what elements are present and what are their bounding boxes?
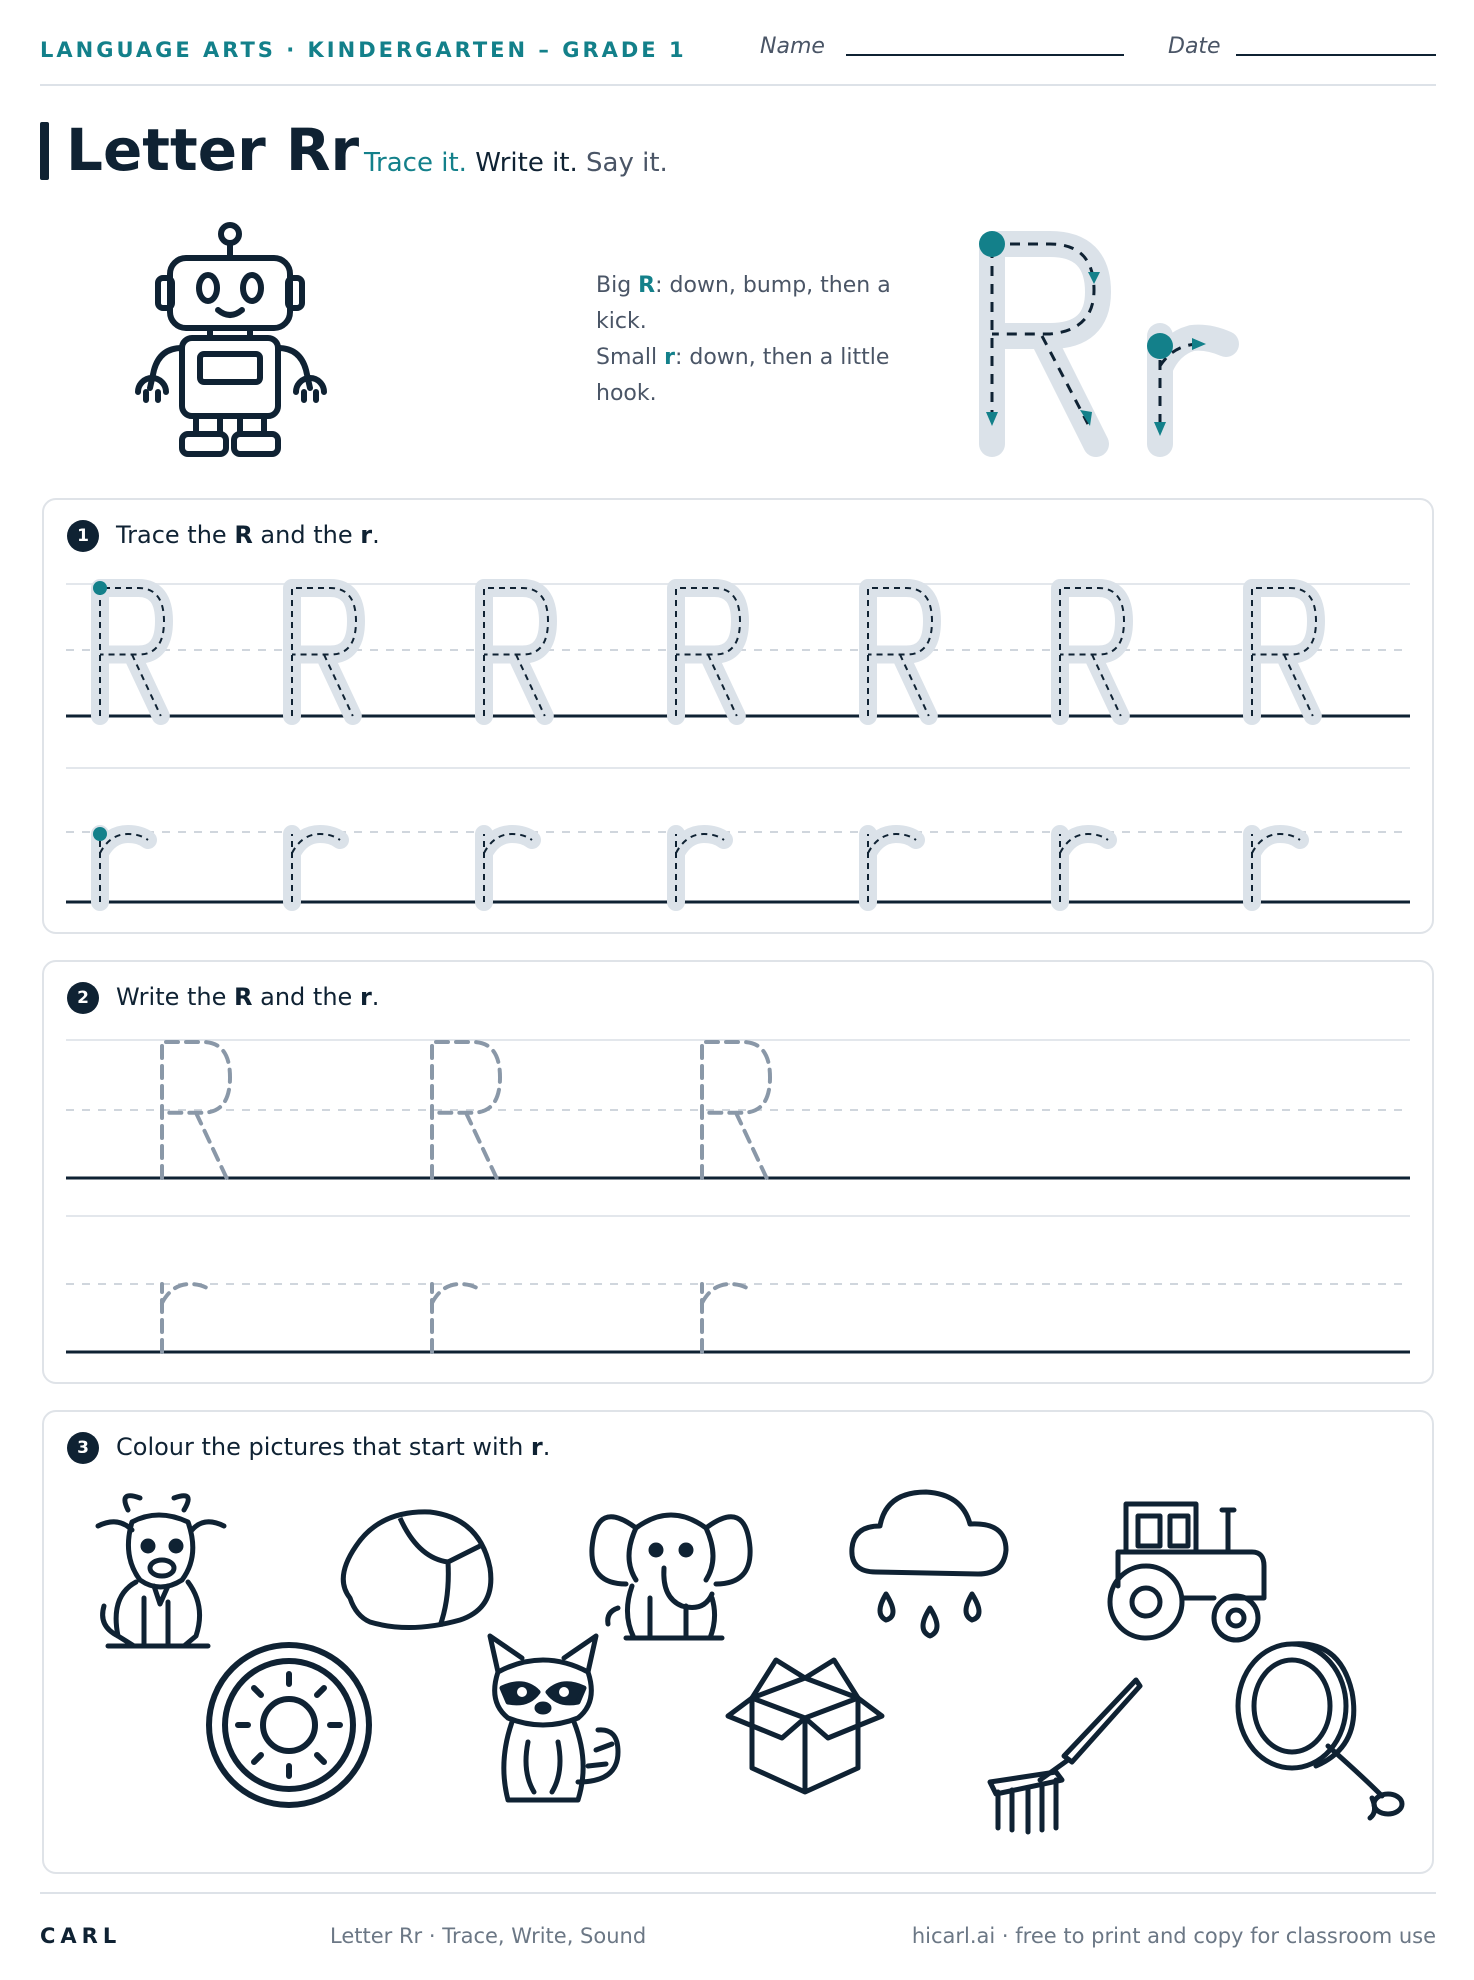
donut-icon[interactable] [204,1640,374,1810]
instruction-small-letter: r [664,345,675,370]
tagline [364,148,668,178]
step-2-post: . [371,983,380,1011]
header-divider [40,84,1436,86]
rock-icon[interactable] [330,1498,500,1638]
trace-lower-letter-r-6[interactable] [1060,834,1108,902]
footer-credit: hicarl.ai · free to print and copy for classroom use [911,1924,1436,1948]
trace-upper-letter-R-7[interactable] [1252,588,1316,716]
trace-rows [66,570,1410,910]
step-3-post: . [542,1433,551,1461]
step-1-lower: r [360,521,373,549]
raccoon-icon[interactable] [468,1632,628,1812]
trace-lower-letter-r-2[interactable] [292,834,340,902]
trace-lower-letter-r-1[interactable] [93,827,148,902]
tagline-say: Say it. [586,148,668,178]
step-1-post: . [372,521,380,549]
step-3-lower: r [530,1433,543,1461]
trace-upper-start-dot [93,581,107,595]
trace-upper-letter-R-3[interactable] [484,588,548,716]
write-rows[interactable] [66,1030,1410,1370]
subject-heading: LANGUAGE ARTS · KINDERGARTEN – GRADE 1 [40,38,687,62]
name-label: Name [760,34,825,59]
write-lower-example-r-3 [702,1284,750,1352]
footer-title: Letter Rr · Trace, Write, Sound [330,1924,647,1948]
tractor-icon[interactable] [1098,1486,1274,1650]
start-dot-small-r [1147,333,1173,359]
step-1-pre: Trace the [116,521,235,549]
elephant-icon[interactable] [586,1488,756,1648]
trace-upper-letter-R-6[interactable] [1060,588,1124,716]
title-accent-bar [40,122,49,180]
footer-divider [40,1892,1436,1894]
step-3-title [116,1433,550,1461]
goat-icon[interactable] [88,1486,238,1656]
trace-lower-letter-r-7[interactable] [1252,834,1300,902]
page-title: Letter Rr [66,116,360,184]
trace-lower-letter-r-3[interactable] [484,834,532,902]
instruction-small-pre: Small [596,345,665,370]
trace-upper-letter-R-4[interactable] [676,588,740,716]
instruction-big-post: : down, bump, then a kick. [596,273,891,334]
step-2-title [116,983,379,1011]
write-lower-example-r-1 [162,1284,210,1352]
footer-brand: CARL [40,1924,122,1948]
step-1-mid: and the [252,521,361,549]
instruction-big-letter: R [638,273,656,298]
letter-model-rr [960,226,1260,466]
start-dot-big-r [979,231,1005,257]
box-icon[interactable] [722,1652,888,1800]
name-field[interactable] [846,54,1124,56]
date-field[interactable] [1236,54,1436,56]
step-2-badge: 2 [67,982,99,1014]
step-1-upper: R [234,521,253,549]
trace-lower-start-dot [93,827,107,841]
trace-upper-letter-R-1[interactable] [93,581,164,716]
step-1-title [116,521,380,549]
instruction-big-pre: Big [596,273,639,298]
step-3-badge: 3 [67,1432,99,1464]
step-2-upper: R [234,983,253,1011]
step-2-mid: and the [252,983,360,1011]
date-label: Date [1168,34,1221,59]
robot-icon [130,220,336,460]
trace-upper-letter-R-5[interactable] [868,588,932,716]
rain-cloud-icon[interactable] [846,1482,1012,1652]
trace-upper-letter-R-2[interactable] [292,588,356,716]
step-3-pre: Colour the pictures that start with [116,1433,531,1461]
yoyo-icon[interactable] [1232,1636,1408,1826]
tagline-trace: Trace it. [364,148,467,178]
step-2-pre: Write the [116,983,235,1011]
instruction-small-post: : down, then a little hook. [596,345,890,406]
rake-icon[interactable] [976,1670,1146,1838]
trace-lower-letter-r-5[interactable] [868,834,916,902]
write-lower-example-r-2 [432,1284,480,1352]
step-2-lower: r [359,983,372,1011]
trace-lower-letter-r-4[interactable] [676,834,724,902]
step-1-badge: 1 [67,520,99,552]
stroke-instructions [596,268,896,412]
tagline-write: Write it. [475,148,578,178]
